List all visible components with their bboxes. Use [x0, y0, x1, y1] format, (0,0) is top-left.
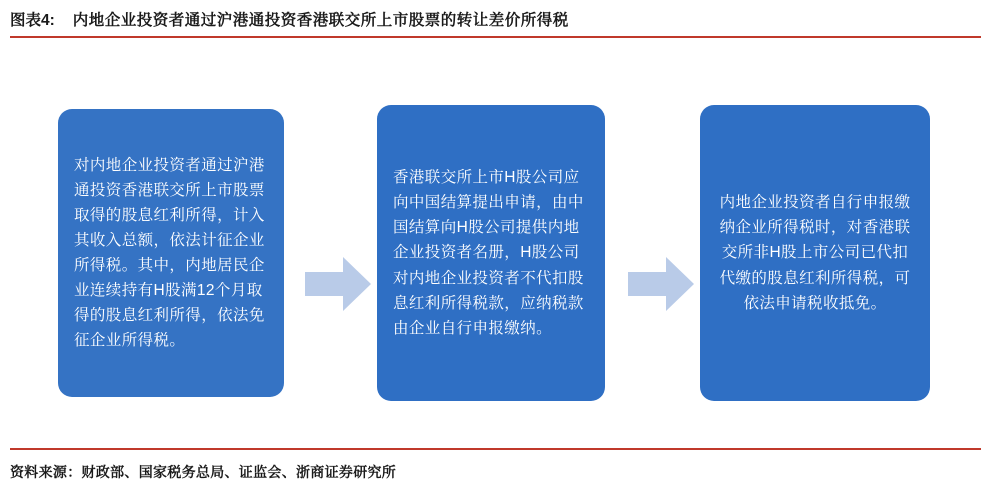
arrow-right-icon-1	[305, 255, 371, 313]
figure-header	[10, 8, 981, 30]
source-note: 资料来源：财政部、国家税务总局、证监会、浙商证券研究所	[10, 464, 397, 480]
flow-step-1	[58, 109, 284, 397]
flow-step-3-text: 内地企业投资者自行申报缴纳企业所得税时，对香港联交所非H股上市公司已代扣代缴的股息红利所得税，可依法申请税收抵免。	[719, 194, 911, 312]
flow-step-2	[377, 105, 605, 401]
header-divider	[10, 36, 981, 38]
flow-step-2-text: 香港联交所上市H股公司应向中国结算提出申请，由中国结算向H股公司提供内地企业投资者名册，H股公司对内地企业投资者不代扣股息红利所得税款，应纳税款由企业自行申报缴纳。	[393, 169, 584, 337]
footer-divider	[10, 448, 981, 450]
flow-step-3	[700, 105, 930, 401]
flow-step-1-text: 对内地企业投资者通过沪港通投资香港联交所上市股票取得的股息红利所得，计入其收入总额，依法计征企业所得税。其中，内地居民企业连续持有H股满12个月取得的股息红利所得，依法免征企业所得税。	[74, 156, 265, 350]
page-title: 内地企业投资者通过沪港通投资香港联交所上市股票的转让差价所得税	[72, 12, 569, 29]
figure-label: 图表4:	[10, 12, 55, 29]
arrow-right-icon-2	[628, 255, 694, 313]
flow-diagram	[0, 60, 991, 440]
